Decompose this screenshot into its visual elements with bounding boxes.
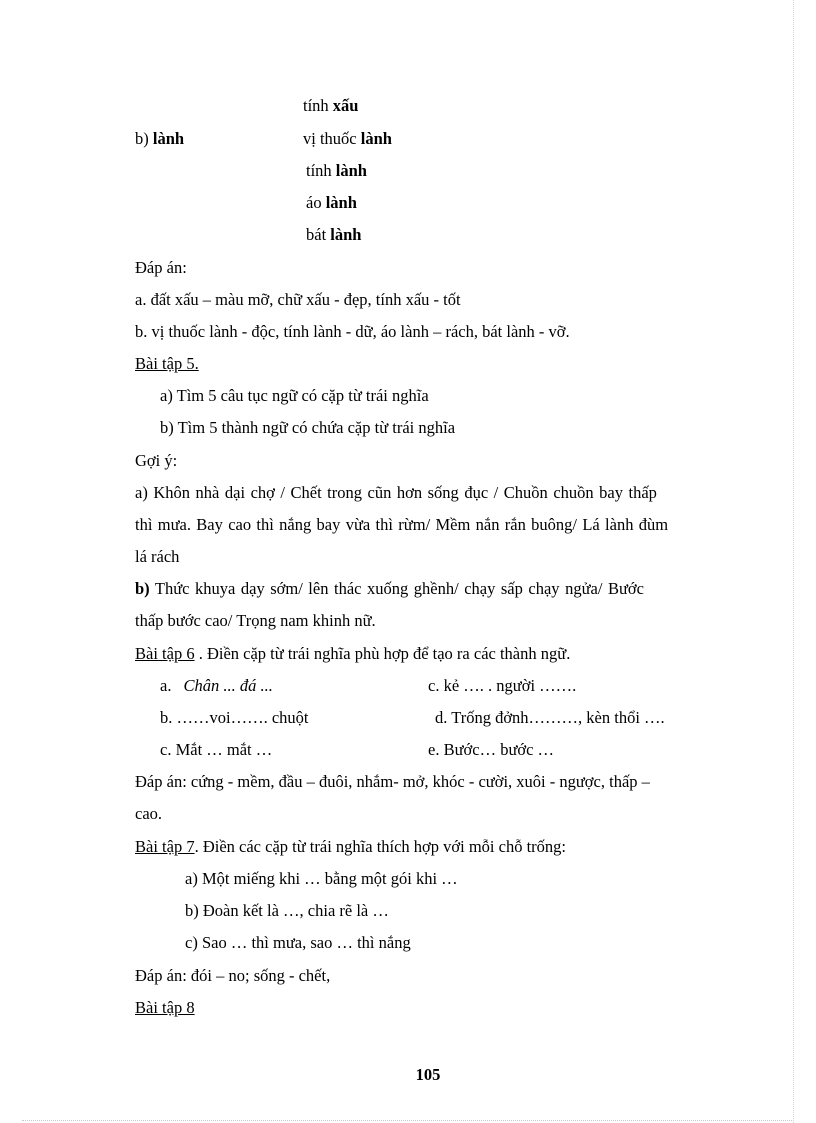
word-bold: xấu bbox=[332, 96, 359, 115]
exercise-5-item-a: a) Tìm 5 câu tục ngữ có cặp từ trái nghĩa bbox=[160, 386, 429, 405]
exercise-7-item-b: b) Đoàn kết là …, chia rẽ là … bbox=[185, 901, 389, 920]
page-right-border bbox=[793, 0, 794, 1123]
hint-b-label: b) bbox=[135, 579, 150, 598]
exercise-6-answer-line-2: cao. bbox=[135, 804, 163, 823]
exercise-6-title: Bài tập 6 bbox=[135, 644, 195, 663]
word-bold: lành bbox=[325, 193, 357, 212]
page-number: 105 bbox=[415, 1065, 441, 1084]
hint-b-line-2: thấp bước cao/ Trọng nam khinh nữ. bbox=[135, 611, 376, 630]
exercise-8-title: Bài tập 8 bbox=[135, 998, 195, 1017]
answer-line-b: b. vị thuốc lành - độc, tính lành - dữ, áo lành – rách, bát lành - vỡ. bbox=[135, 322, 570, 341]
word-plain: bát bbox=[306, 225, 331, 244]
exercise-5-item-b: b) Tìm 5 thành ngữ có chứa cặp từ trái nghĩa bbox=[160, 418, 456, 437]
exercise-7-item-c: c) Sao … thì mưa, sao … thì nắng bbox=[185, 933, 411, 952]
word-plain: vị thuốc bbox=[303, 129, 361, 148]
hint-label: Gợi ý: bbox=[135, 451, 178, 470]
exercise-7-heading bbox=[135, 836, 566, 858]
hint-b-text: Thức khuya dạy sớm/ lên thác xuống ghềnh/ chạy sấp chạy ngửa/ Bước bbox=[149, 579, 644, 598]
exercise-6-item-c2: c. Mắt … mắt … bbox=[160, 740, 273, 759]
label-prefix: b) bbox=[135, 129, 153, 148]
word-row-vi-thuoc-lanh bbox=[303, 128, 392, 150]
exercise-7-description: . Điền các cặp từ trái nghĩa thích hợp với mỗi chỗ trống: bbox=[194, 837, 566, 856]
word-bold: lành bbox=[335, 161, 367, 180]
word-row-ao-lanh bbox=[306, 192, 357, 214]
part-b-label bbox=[135, 128, 184, 150]
item-a-text: Chân ... đá ... bbox=[183, 676, 273, 695]
word-plain: tính bbox=[303, 96, 333, 115]
answer-line-a: a. đất xấu – màu mỡ, chữ xấu - đẹp, tính xấu - tốt bbox=[135, 290, 461, 309]
word-row-tinh-xau bbox=[303, 95, 358, 117]
exercise-6-heading bbox=[135, 643, 570, 665]
hint-a-line-2: thì mưa. Bay cao thì nắng bay vừa thì rừm/ Mềm nắn rắn buông/ Lá lành đùm bbox=[135, 515, 669, 534]
exercise-7-answer: Đáp án: đói – no; sống - chết, bbox=[135, 966, 331, 985]
label-bold-word: lành bbox=[152, 129, 185, 148]
item-a-label: a. bbox=[160, 676, 172, 695]
exercise-7-item-a: a) Một miếng khi … bằng một gói khi … bbox=[185, 869, 458, 888]
word-row-bat-lanh bbox=[306, 224, 361, 246]
hint-a-line-1: a) Khôn nhà dại chợ / Chết trong cũn hơn sống đục / Chuồn chuồn bay thấp bbox=[135, 483, 657, 502]
exercise-6-item-e: e. Bước… bước … bbox=[428, 740, 555, 759]
exercise-5-title: Bài tập 5. bbox=[135, 354, 199, 373]
exercise-6-item-d: d. Trống đởnh………, kèn thổi …. bbox=[435, 708, 665, 727]
exercise-6-item-a bbox=[160, 675, 273, 697]
word-plain: tính bbox=[306, 161, 336, 180]
hint-b-line-1 bbox=[135, 578, 644, 600]
exercise-7-title: Bài tập 7 bbox=[135, 837, 195, 856]
exercise-6-item-b: b. ……voi……. chuột bbox=[160, 708, 309, 727]
page-bottom-border bbox=[22, 1120, 794, 1121]
hint-a-line-3: lá rách bbox=[135, 547, 180, 566]
exercise-6-description: . Điền cặp từ trái nghĩa phù hợp để tạo ra các thành ngữ. bbox=[194, 644, 571, 663]
word-bold: lành bbox=[360, 129, 392, 148]
word-plain: áo bbox=[306, 193, 326, 212]
exercise-6-item-c: c. kẻ …. . người ……. bbox=[428, 676, 577, 695]
word-row-tinh-lanh bbox=[306, 160, 367, 182]
word-bold: lành bbox=[330, 225, 362, 244]
exercise-6-answer-line-1: Đáp án: cứng - mềm, đầu – đuôi, nhắm- mở, khóc - cười, xuôi - ngược, thấp – bbox=[135, 772, 650, 791]
answer-label: Đáp án: bbox=[135, 258, 187, 277]
